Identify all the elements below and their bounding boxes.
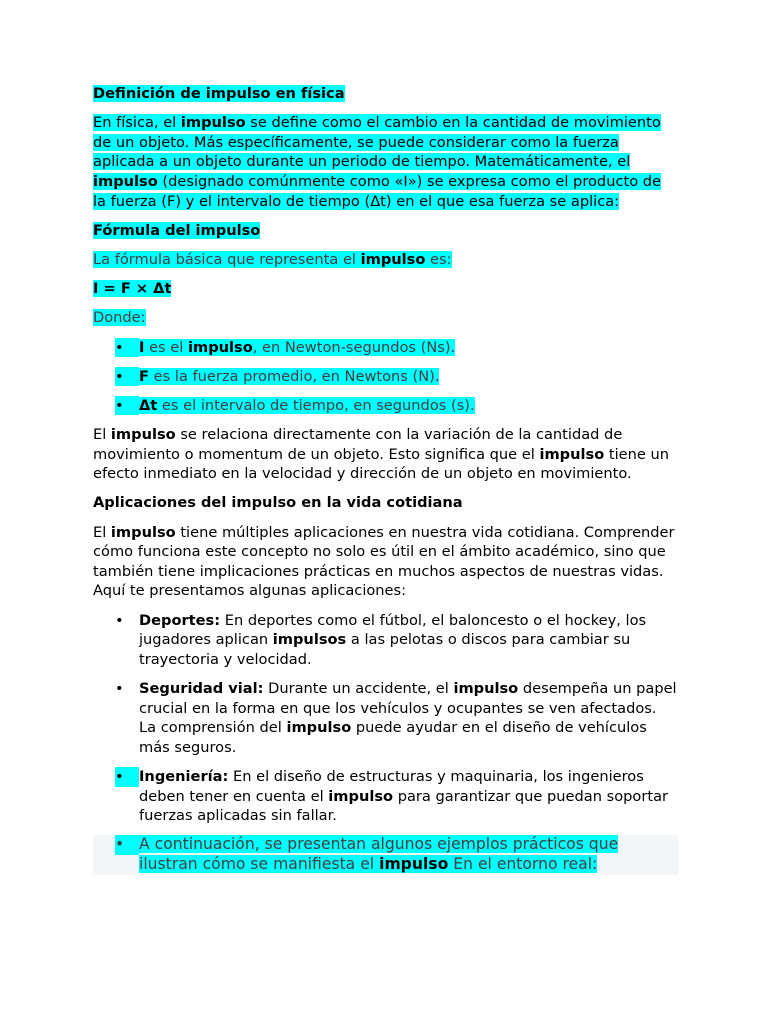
list-item-seguridad-vial: • Seguridad vial: Durante un accidente, el impulso desempeña un papel crucial en la forma en que los vehículos y ocupantes se ven afectados. La comprensión del impulso puede ayudar en el diseño de vehículos más seguros. — [93, 679, 678, 757]
heading-aplicaciones: Aplicaciones del impulso en la vida cotidiana — [93, 494, 463, 512]
bullet-icon — [115, 611, 139, 631]
applications-list — [93, 611, 678, 875]
bullet-icon — [115, 367, 139, 387]
document-body — [93, 84, 678, 875]
list-item-ingenieria: • Ingeniería: En el diseño de estructuras y maquinaria, los ingenieros deben tener en cuenta el impulso para garantizar que puedan soportar fuerzas aplicadas sin fallar. — [93, 767, 678, 826]
paragraph-momentum: El impulso se relaciona directamente con la variación de la cantidad de movimiento o momentum de un objeto. Esto significa que el impulso tiene un efecto inmediato en la velocidad y dirección de un objeto en movimiento. — [93, 426, 669, 483]
heading-formula: Fórmula del impulso — [93, 221, 261, 239]
bullet-icon — [115, 835, 139, 855]
list-item-ejemplos: • A continuación, se presentan algunos ejemplos prácticos que ilustran cómo se manifiesta el impulso En el entorno real: — [93, 835, 678, 874]
bullet-icon — [115, 396, 139, 416]
bullet-icon — [115, 338, 139, 358]
bullet-icon — [115, 679, 139, 699]
list-item-I: • I es el impulso, en Newton-segundos (Ns). — [93, 338, 678, 358]
bullet-icon — [115, 767, 139, 787]
list-item-deportes: • Deportes: En deportes como el fútbol, el baloncesto o el hockey, los jugadores aplican impulsos a las pelotas o discos para cambiar su trayectoria y velocidad. — [93, 611, 678, 670]
heading-definicion: Definición de impulso en física — [93, 85, 345, 102]
paragraph-definicion: En física, el impulso se define como el cambio en la cantidad de movimiento de un objeto. Más específicamente, se puede considerar como la fuerza aplicada a un objeto durante un periodo de tiempo. Matemáticamente, el impulso (designado comúnmente como «I») se expresa como el producto de la fuerza (F) y el intervalo de tiempo (Δt) en el que esa fuerza se aplica: — [93, 114, 662, 210]
paragraph-aplicaciones: El impulso tiene múltiples aplicaciones en nuestra vida cotidiana. Comprender cómo funciona este concepto no solo es útil en el ámbito académico, sino que también tiene implicaciones prácticas en muchos aspectos de nuestras vidas. Aquí te presentamos algunas aplicaciones: — [93, 523, 675, 600]
definitions-list — [93, 338, 678, 416]
paragraph-donde: Donde: — [93, 309, 146, 327]
formula: I = F × Δt — [93, 280, 172, 298]
list-item-F: • F es la fuerza promedio, en Newtons (N). — [93, 367, 678, 387]
list-item-delta-t: • Δt es el intervalo de tiempo, en segundos (s). — [93, 396, 678, 416]
paragraph-formula-intro: La fórmula básica que representa el impulso es: — [93, 250, 452, 268]
